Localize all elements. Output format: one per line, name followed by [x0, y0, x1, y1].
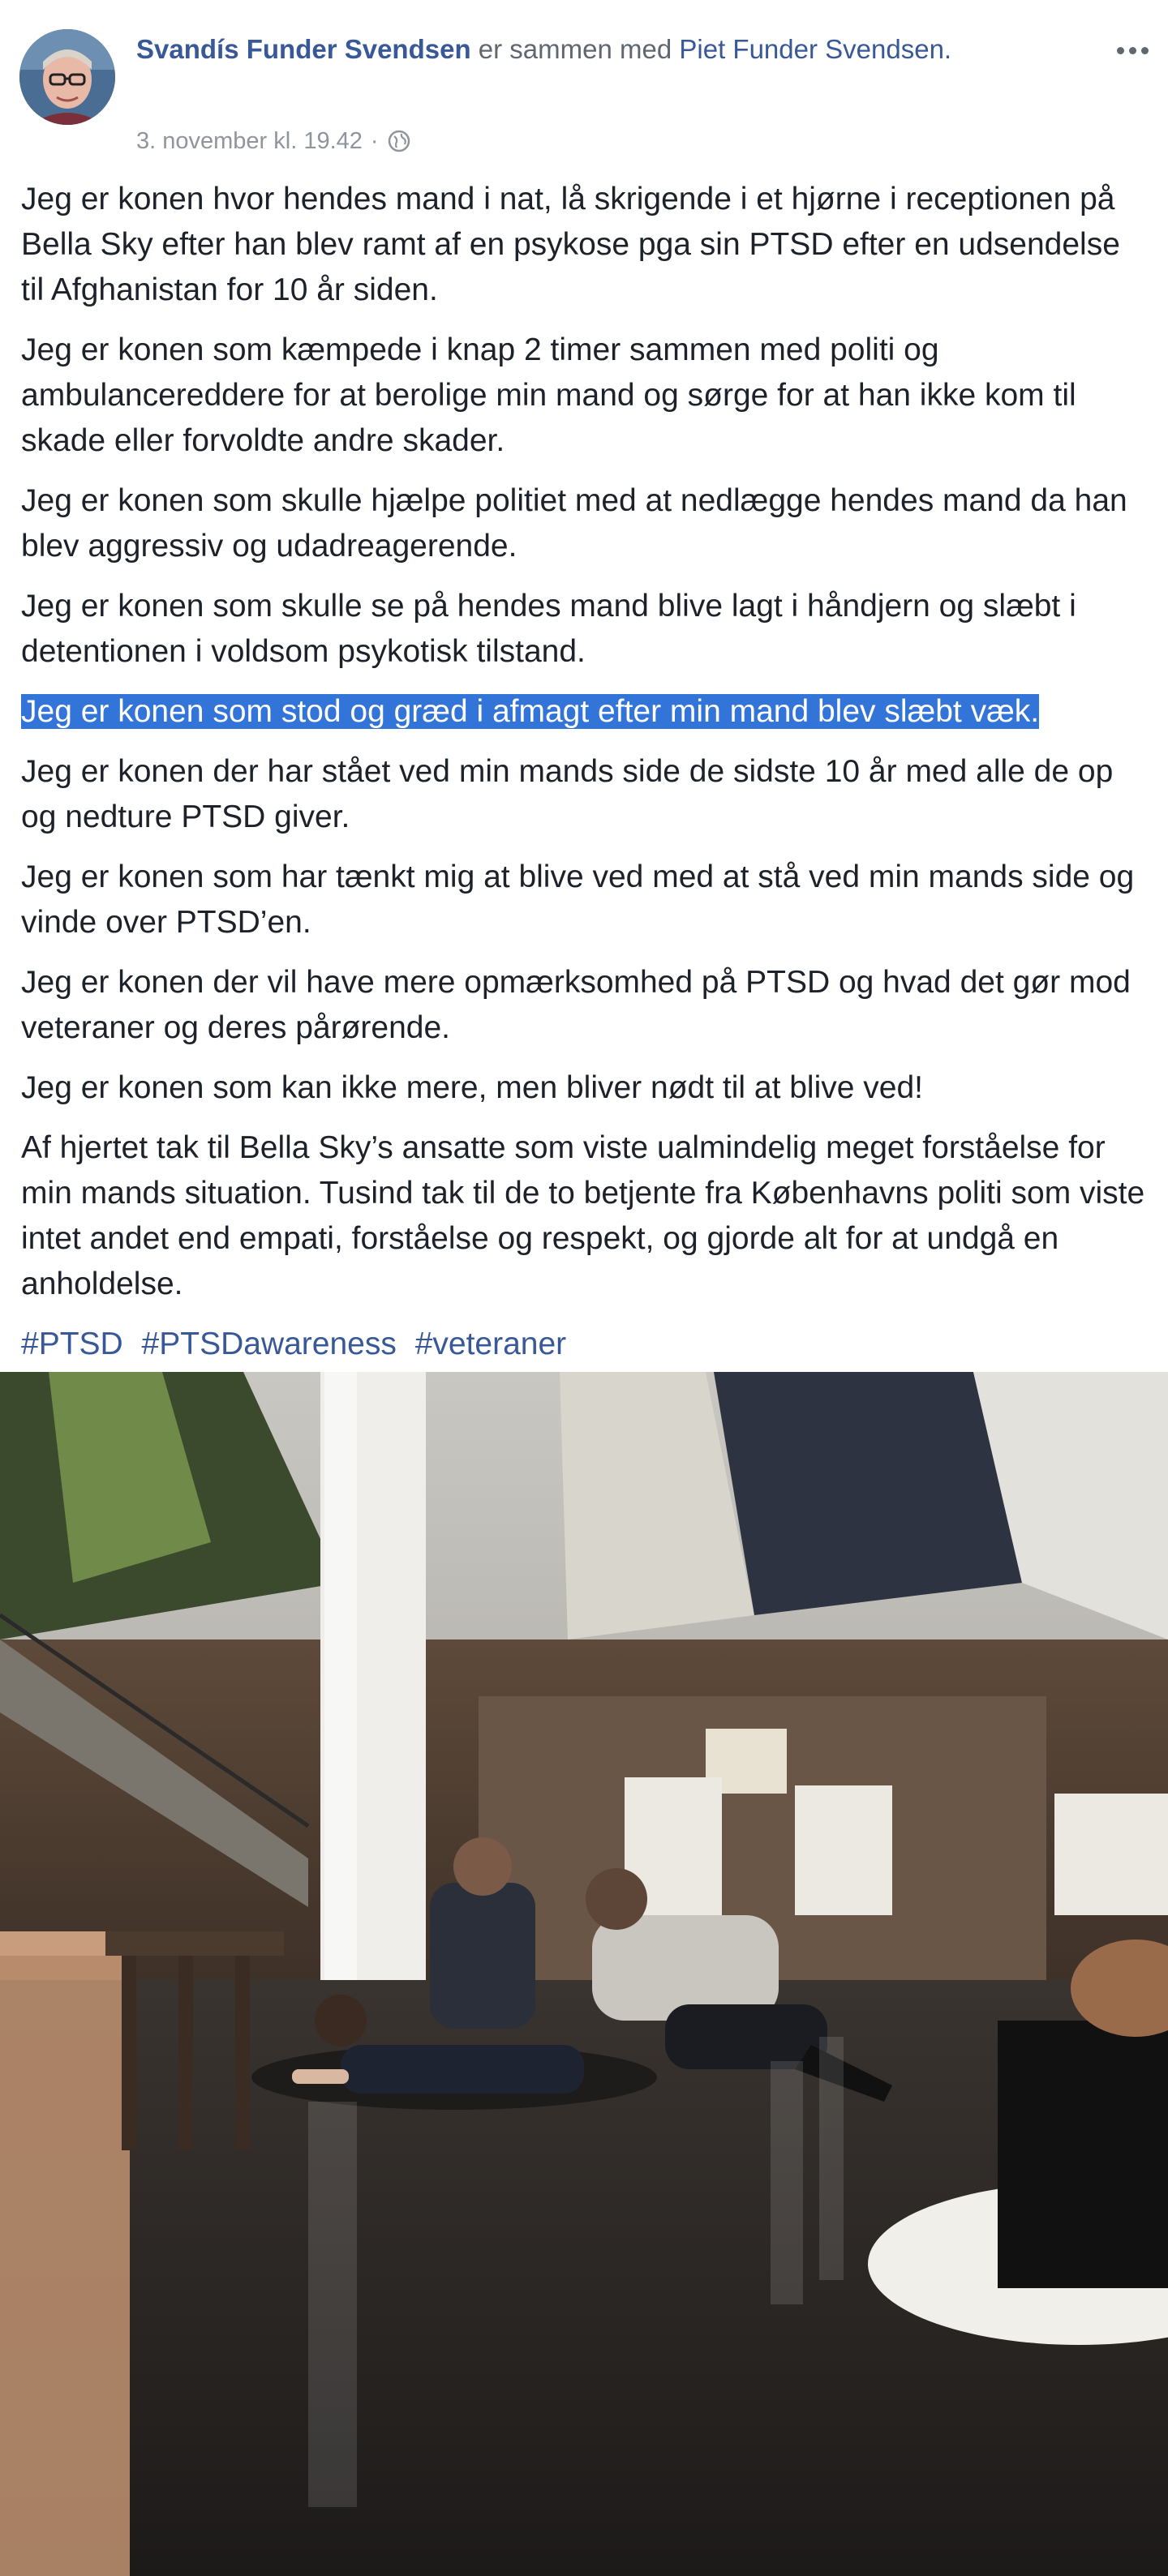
post-text — [21, 177, 1149, 1382]
post-header — [0, 0, 1168, 162]
more-options-button[interactable] — [1110, 34, 1155, 66]
meta-separator: · — [370, 128, 379, 154]
paragraph: Jeg er konen som har tænkt mig at blive ved med at stå ved min mands side og vinde over PTSD’en. — [21, 859, 1135, 940]
hashtag-link[interactable]: #PTSDawareness — [141, 1327, 397, 1361]
post-photo[interactable] — [0, 1372, 1168, 2576]
selected-text: Jeg er konen som stod og græd i afmagt efter min mand blev slæbt væk. — [21, 694, 1040, 729]
paragraph-highlighted — [21, 689, 1149, 735]
with-text: er sammen med — [478, 34, 672, 64]
post-timestamp[interactable]: 3. november kl. 19.42 — [136, 128, 363, 154]
hashtag-link[interactable]: #PTSD — [21, 1327, 123, 1361]
avatar[interactable] — [19, 29, 115, 125]
ellipsis-icon — [1117, 47, 1124, 54]
tagged-person[interactable]: Piet Funder Svendsen. — [679, 34, 952, 64]
paragraph: Jeg er konen der har stået ved min mands side de sidste 10 år med alle de op og nedture PTSD giver. — [21, 754, 1114, 834]
hashtags — [21, 1322, 1149, 1367]
paragraph: Jeg er konen som skulle se på hendes mand blive lagt i håndjern og slæbt i detentionen i voldsom psykotisk tilstand. — [21, 589, 1076, 669]
paragraph: Af hjertet tak til Bella Sky’s ansatte som viste ualmindelig meget forståelse for min mands situation. Tusind tak til de to betjente fra Københavns politi som viste intet andet end empati, forståelse og respekt, og gjorde alt for at undgå en anholdelse. — [21, 1130, 1145, 1301]
paragraph: Jeg er konen hvor hendes mand i nat, lå skrigende i et hjørne i receptionen på Bella Sky efter han blev ramt af en psykose pga sin PTSD efter en udsendelse til Afghanistan for 10 år siden. — [21, 182, 1120, 307]
hotel-lobby-photo — [0, 1372, 1168, 2576]
paragraph: Jeg er konen der vil have mere opmærksomhed på PTSD og hvad det gør mod veteraner og deres pårørende. — [21, 965, 1131, 1045]
author-name[interactable]: Svandís Funder Svendsen — [136, 34, 471, 64]
author-line — [136, 31, 980, 68]
paragraph: Jeg er konen som kan ikke mere, men bliver nødt til at blive ved! — [21, 1070, 923, 1105]
paragraph: Jeg er konen som skulle hjælpe politiet med at nedlægge hendes mand da han blev aggressiv og udadreagerende. — [21, 483, 1127, 564]
avatar-image — [19, 29, 115, 125]
hashtag-link[interactable]: #veteraner — [414, 1327, 567, 1361]
paragraph: Jeg er konen som kæmpede i knap 2 timer sammen med politi og ambulancereddere for at berolige min mand og sørge for at han ikke kom til skade eller forvoldte andre skader. — [21, 332, 1076, 458]
post-meta — [136, 125, 411, 157]
globe-icon[interactable] — [387, 129, 411, 153]
